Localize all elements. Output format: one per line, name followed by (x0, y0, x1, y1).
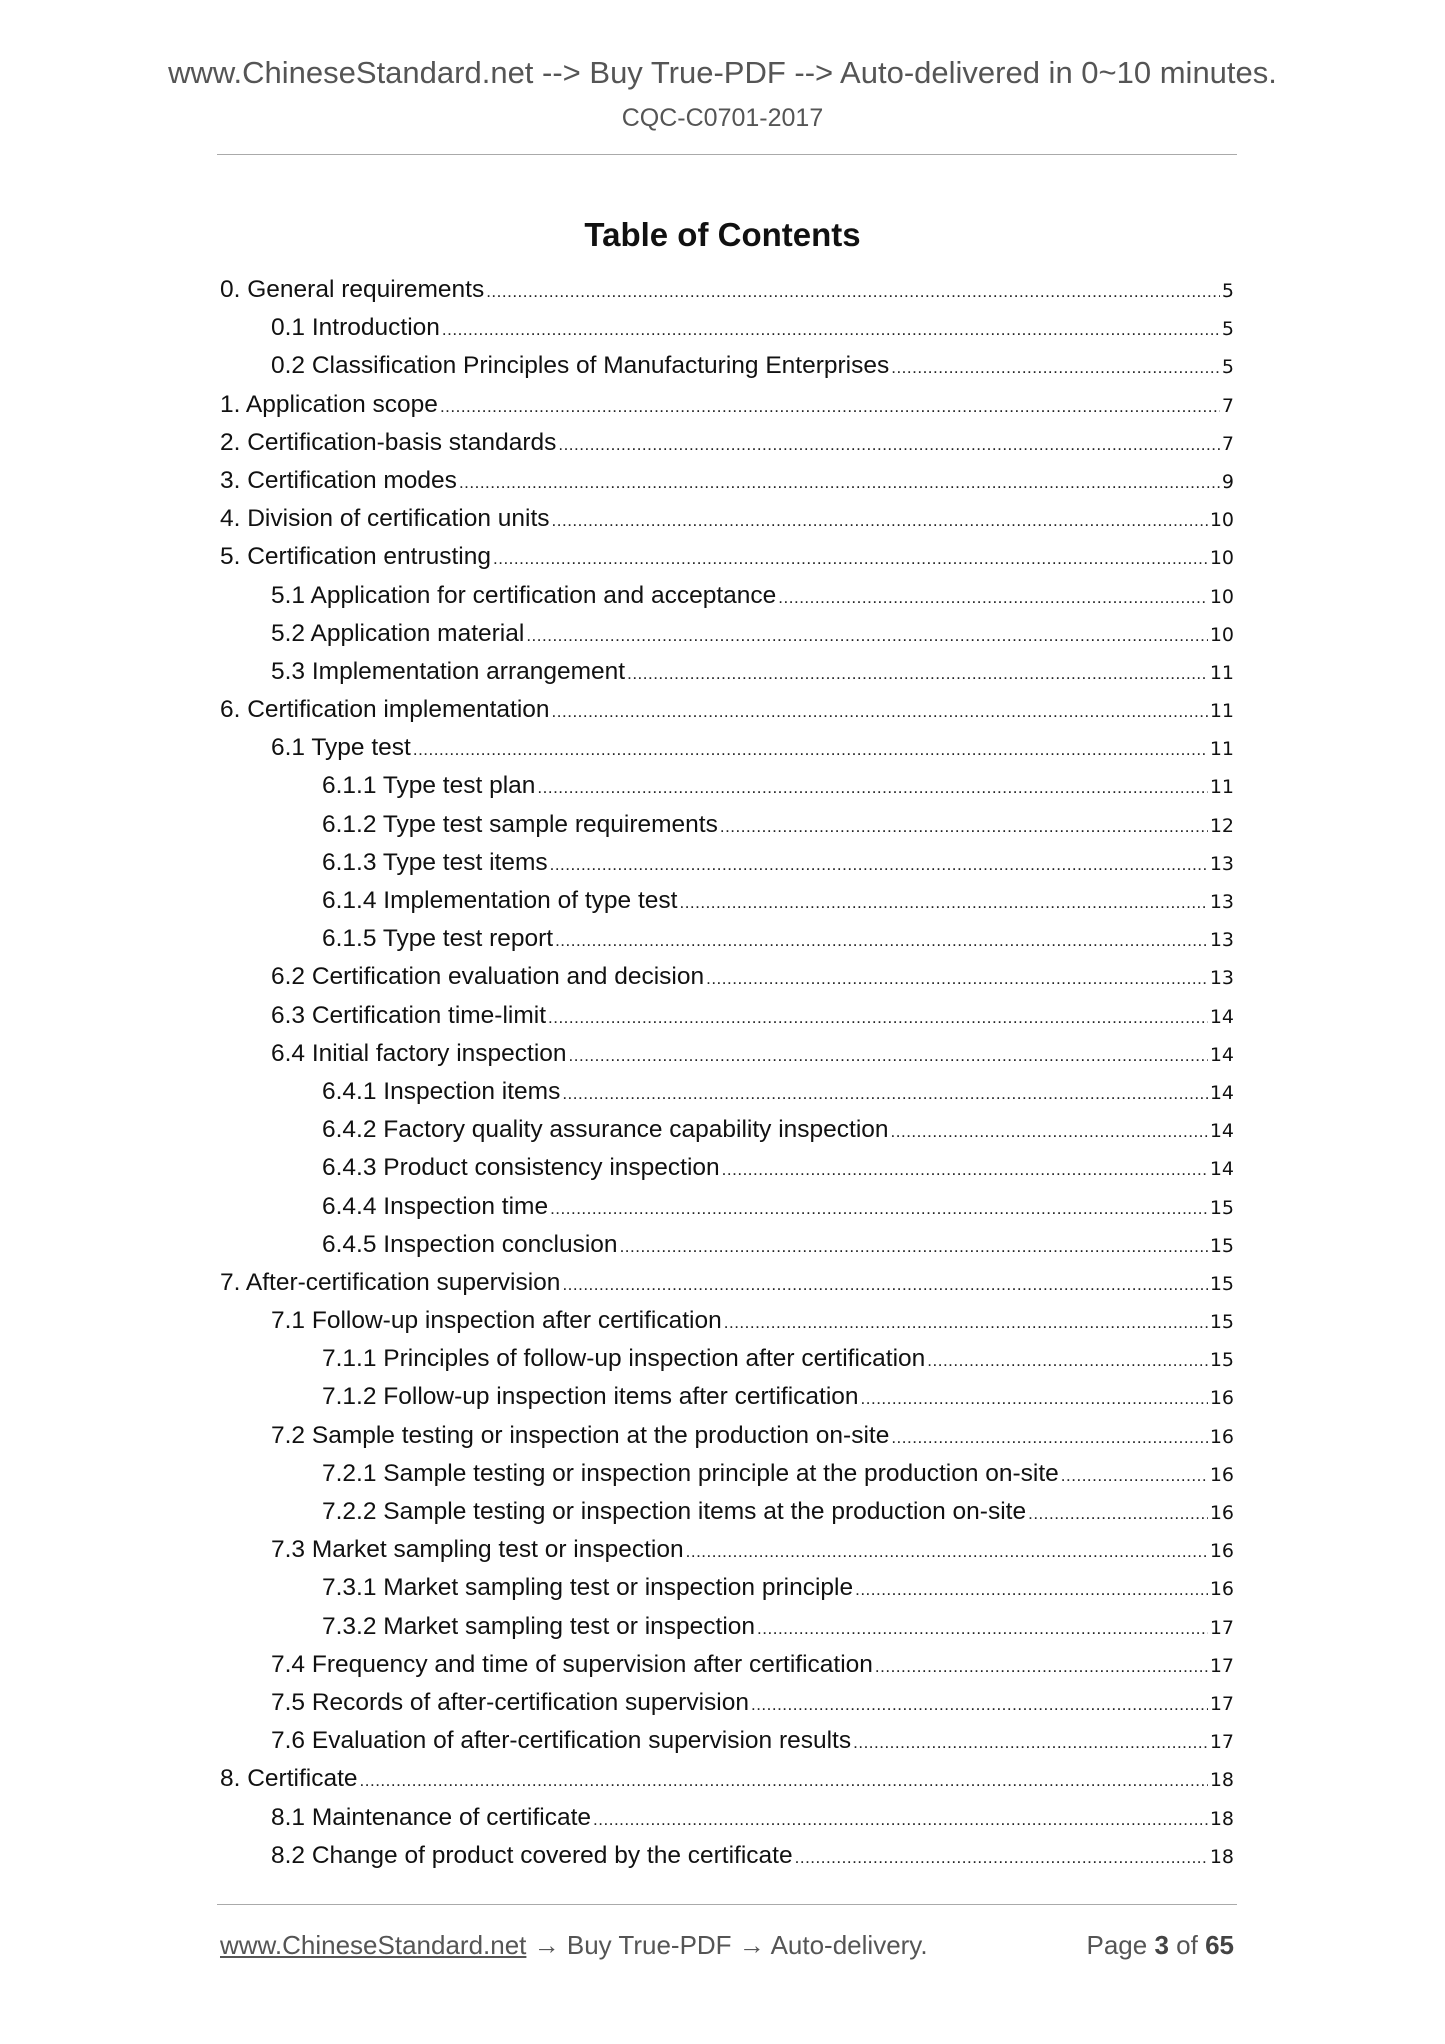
toc-entry-page: 17 (1209, 1731, 1234, 1754)
toc-entry-title: 7. After-certification supervision (220, 1268, 561, 1296)
page-total: 65 (1205, 1930, 1234, 1960)
toc-entry-title: 6.1.4 Implementation of type test (322, 887, 678, 914)
toc-dot-leader (778, 588, 1208, 608)
toc-entry[interactable] (220, 1422, 1234, 1460)
toc-entry-page: 14 (1209, 1043, 1234, 1066)
toc-entry[interactable] (220, 1689, 1234, 1727)
toc-entry-page: 14 (1209, 1158, 1234, 1181)
toc-entry-title: 6.4.1 Inspection items (322, 1077, 561, 1105)
toc-entry[interactable] (220, 620, 1234, 658)
toc-entry-title: 5.2 Application material (271, 619, 525, 647)
toc-entry-page: 15 (1209, 1234, 1234, 1257)
toc-entry[interactable] (220, 1613, 1234, 1651)
toc-dot-leader (861, 1389, 1208, 1409)
toc-dot-leader (757, 1619, 1208, 1639)
toc-entry-page: 11 (1209, 700, 1234, 723)
header-banner: www.ChineseStandard.net --> Buy True-PDF --> Auto-delivered in 0~10 minutes. (168, 55, 1277, 90)
toc-entry-page: 17 (1209, 1692, 1234, 1715)
toc-entry-title: 7.2 Sample testing or inspection at the production on-site (271, 1421, 890, 1449)
toc-dot-leader (550, 1199, 1208, 1219)
toc-entry-page: 11 (1209, 738, 1234, 761)
toc-entry[interactable] (220, 1307, 1234, 1345)
header-divider (217, 154, 1237, 155)
toc-entry-page: 5 (1221, 318, 1234, 341)
toc-entry-page: 18 (1209, 1807, 1234, 1830)
toc-dot-leader (686, 1542, 1208, 1562)
toc-entry-page: 13 (1209, 852, 1234, 875)
toc-entry-page: 13 (1209, 929, 1234, 952)
toc-entry[interactable] (220, 1154, 1234, 1192)
toc-entry-page: 14 (1209, 1120, 1234, 1143)
toc-dot-leader (855, 1580, 1208, 1600)
toc-dot-leader (627, 664, 1208, 684)
toc-entry[interactable] (220, 1383, 1234, 1421)
toc-dot-leader (1028, 1504, 1208, 1524)
toc-entry-page: 15 (1209, 1311, 1234, 1334)
toc-entry-title: 6.1.2 Type test sample requirements (322, 810, 718, 838)
document-code: CQC-C0701-2017 (621, 104, 824, 132)
toc-entry[interactable] (220, 352, 1234, 390)
toc-entry-title: 8.2 Change of product covered by the certificate (271, 1841, 793, 1869)
toc-dot-leader (620, 1237, 1208, 1257)
toc-entry-title: 6.3 Certification time-limit (271, 1001, 547, 1029)
toc-entry-title: 7.3 Market sampling test or inspection (271, 1536, 684, 1564)
toc-dot-leader (795, 1848, 1208, 1868)
toc-entry-title: 8.1 Maintenance of certificate (271, 1803, 592, 1831)
toc-dot-leader (891, 358, 1220, 378)
toc-entry-page: 16 (1209, 1425, 1234, 1448)
toc-dot-leader (550, 855, 1208, 875)
toc-entry[interactable] (220, 314, 1234, 352)
toc-entry[interactable] (220, 1193, 1234, 1231)
toc-entry-title: 0.1 Introduction (271, 314, 440, 342)
toc-entry-page: 12 (1209, 814, 1234, 837)
toc-entry[interactable] (220, 1231, 1234, 1269)
toc-entry-title: 7.1 Follow-up inspection after certification (271, 1307, 722, 1335)
toc-entry-page: 10 (1209, 623, 1234, 646)
toc-entry[interactable] (220, 811, 1234, 849)
toc-entry-title: 8. Certificate (220, 1765, 358, 1793)
toc-entry[interactable] (220, 1078, 1234, 1116)
page-of-label: of (1176, 1930, 1198, 1960)
toc-dot-leader (537, 778, 1207, 798)
toc-entry-title: 6.4.5 Inspection conclusion (322, 1230, 618, 1258)
toc-entry-title: 7.4 Frequency and time of supervision after certification (271, 1650, 873, 1678)
toc-dot-leader (440, 397, 1220, 417)
toc-entry-page: 17 (1209, 1616, 1234, 1639)
toc-entry-page: 18 (1209, 1769, 1234, 1792)
toc-entry-title: 7.1.2 Follow-up inspection items after certification (322, 1383, 859, 1411)
toc-entry-title: 7.2.1 Sample testing or inspection principle at the production on-site (322, 1459, 1059, 1487)
toc-entry[interactable] (220, 1536, 1234, 1574)
toc-entry-page: 11 (1209, 661, 1234, 684)
toc-dot-leader (679, 893, 1207, 913)
toc-entry-title: 6.1.3 Type test items (322, 848, 548, 876)
toc-entry-title: 7.2.2 Sample testing or inspection items at the production on-site (322, 1498, 1027, 1525)
toc-dot-leader (555, 931, 1208, 951)
toc-entry-page: 10 (1209, 585, 1234, 608)
toc-entry-page: 7 (1221, 394, 1234, 417)
toc-entry-title: 6.4.2 Factory quality assurance capability inspection (322, 1116, 889, 1144)
toc-entry-page: 16 (1209, 1540, 1234, 1563)
toc-dot-leader (360, 1771, 1208, 1791)
toc-entry-page: 15 (1209, 1196, 1234, 1219)
toc-dot-leader (751, 1695, 1208, 1715)
toc-dot-leader (593, 1810, 1208, 1830)
toc-entry-page: 16 (1209, 1463, 1234, 1486)
toc-entry-title: 7.1.1 Principles of follow-up inspection after certification (322, 1345, 926, 1373)
toc-entry[interactable] (220, 772, 1234, 810)
toc-entry[interactable] (220, 849, 1234, 887)
toc-dot-leader (853, 1733, 1208, 1753)
footer-left (220, 1930, 928, 1961)
page-title: Table of Contents (584, 216, 861, 253)
toc-entry[interactable] (220, 467, 1234, 505)
toc-dot-leader (569, 1046, 1208, 1066)
toc-entry[interactable] (220, 582, 1234, 620)
toc-entry-page: 11 (1209, 776, 1234, 799)
toc-dot-leader (1061, 1466, 1208, 1486)
toc-entry-page: 16 (1209, 1578, 1234, 1601)
toc-dot-leader (706, 969, 1208, 989)
toc-entry[interactable] (220, 658, 1234, 696)
toc-dot-leader (722, 1160, 1208, 1180)
toc-entry-page: 7 (1221, 432, 1234, 455)
toc-entry-title: 0. General requirements (220, 276, 485, 303)
footer-tagline: → Buy True-PDF → Auto-delivery. (526, 1930, 928, 1960)
toc-dot-leader (720, 817, 1208, 837)
toc-entry[interactable] (220, 1345, 1234, 1383)
toc-dot-leader (558, 435, 1220, 455)
footer-site-link[interactable]: www.ChineseStandard.net (220, 1930, 527, 1960)
toc-entry-page: 10 (1209, 547, 1234, 570)
toc-entry[interactable] (220, 1804, 1234, 1842)
toc-dot-leader (493, 549, 1208, 569)
toc-entry[interactable] (220, 963, 1234, 1001)
toc-entry[interactable] (220, 391, 1234, 429)
toc-entry-title: 6.1.1 Type test plan (322, 772, 536, 800)
toc-entry[interactable] (220, 543, 1234, 581)
toc-entry-title: 7.6 Evaluation of after-certification supervision results (271, 1727, 852, 1755)
toc-entry[interactable] (220, 887, 1234, 925)
toc-entry-title: 7.3.2 Market sampling test or inspection (322, 1612, 756, 1640)
toc-entry-page: 16 (1209, 1387, 1234, 1410)
toc-entry[interactable] (220, 1498, 1234, 1536)
toc-entry-page: 18 (1209, 1845, 1234, 1868)
toc-entry[interactable] (220, 1765, 1234, 1803)
toc-entry-title: 6.4.3 Product consistency inspection (322, 1154, 720, 1182)
toc-dot-leader (442, 320, 1220, 340)
toc-entry-page: 10 (1209, 509, 1234, 532)
toc-entry-title: 4. Division of certification units (220, 505, 550, 533)
toc-entry-title: 6.4.4 Inspection time (322, 1192, 549, 1220)
toc-entry[interactable] (220, 925, 1234, 963)
toc-entry-page: 5 (1221, 280, 1234, 302)
table-of-contents (220, 276, 1234, 1880)
toc-dot-leader (891, 1122, 1208, 1142)
toc-entry-title: 6.1 Type test (271, 734, 411, 762)
toc-entry-title: 2. Certification-basis standards (220, 428, 557, 456)
toc-entry-title: 6.4 Initial factory inspection (271, 1039, 567, 1067)
toc-dot-leader (486, 282, 1220, 302)
toc-entry[interactable] (220, 1842, 1234, 1880)
page-current: 3 (1154, 1930, 1169, 1960)
toc-entry-page: 9 (1221, 470, 1234, 493)
toc-entry[interactable] (220, 1002, 1234, 1040)
toc-entry-page: 16 (1209, 1502, 1234, 1524)
toc-entry[interactable] (220, 1040, 1234, 1078)
toc-entry-title: 1. Application scope (220, 390, 438, 418)
toc-dot-leader (413, 740, 1208, 760)
toc-entry-title: 6. Certification implementation (220, 696, 550, 724)
toc-dot-leader (562, 1275, 1207, 1295)
toc-entry[interactable] (220, 276, 1234, 314)
toc-entry-page: 14 (1209, 1081, 1234, 1104)
toc-entry-title: 7.5 Records of after-certification supervision (271, 1688, 749, 1716)
toc-dot-leader (526, 626, 1207, 646)
toc-entry[interactable] (220, 1651, 1234, 1689)
toc-entry[interactable] (220, 429, 1234, 467)
toc-dot-leader (548, 1008, 1208, 1028)
toc-entry-title: 0.2 Classification Principles of Manufacturing Enterprises (271, 352, 890, 380)
toc-entry-title: 5.1 Application for certification and acceptance (271, 581, 777, 609)
toc-entry-title: 5. Certification entrusting (220, 543, 491, 571)
toc-entry-page: 15 (1209, 1272, 1234, 1295)
toc-entry-title: 5.3 Implementation arrangement (271, 657, 626, 685)
toc-entry[interactable] (220, 1727, 1234, 1765)
toc-entry[interactable] (220, 505, 1234, 543)
footer-divider (217, 1904, 1237, 1905)
toc-dot-leader (459, 473, 1220, 493)
toc-dot-leader (927, 1351, 1208, 1371)
toc-dot-leader (724, 1313, 1208, 1333)
toc-entry-title: 6.2 Certification evaluation and decision (271, 963, 705, 991)
toc-dot-leader (562, 1084, 1207, 1104)
toc-entry-title: 3. Certification modes (220, 466, 457, 494)
toc-dot-leader (552, 511, 1208, 531)
toc-entry[interactable] (220, 1269, 1234, 1307)
toc-entry-page: 15 (1209, 1349, 1234, 1372)
toc-entry-page: 14 (1209, 1005, 1234, 1028)
toc-entry[interactable] (220, 1116, 1234, 1154)
toc-dot-leader (891, 1428, 1207, 1448)
toc-entry[interactable] (220, 696, 1234, 734)
toc-entry[interactable] (220, 1460, 1234, 1498)
toc-entry-title: 7.3.1 Market sampling test or inspection principle (322, 1574, 854, 1602)
toc-entry[interactable] (220, 1574, 1234, 1612)
toc-entry-title: 6.1.5 Type test report (322, 925, 554, 953)
toc-dot-leader (875, 1657, 1208, 1677)
toc-entry-page: 13 (1209, 891, 1234, 913)
page-number (1086, 1930, 1234, 1961)
toc-entry-page: 5 (1221, 356, 1234, 379)
toc-entry-page: 13 (1209, 967, 1234, 990)
toc-entry[interactable] (220, 734, 1234, 772)
toc-dot-leader (552, 702, 1208, 722)
page-label: Page (1086, 1930, 1148, 1960)
toc-entry-page: 17 (1209, 1654, 1234, 1677)
